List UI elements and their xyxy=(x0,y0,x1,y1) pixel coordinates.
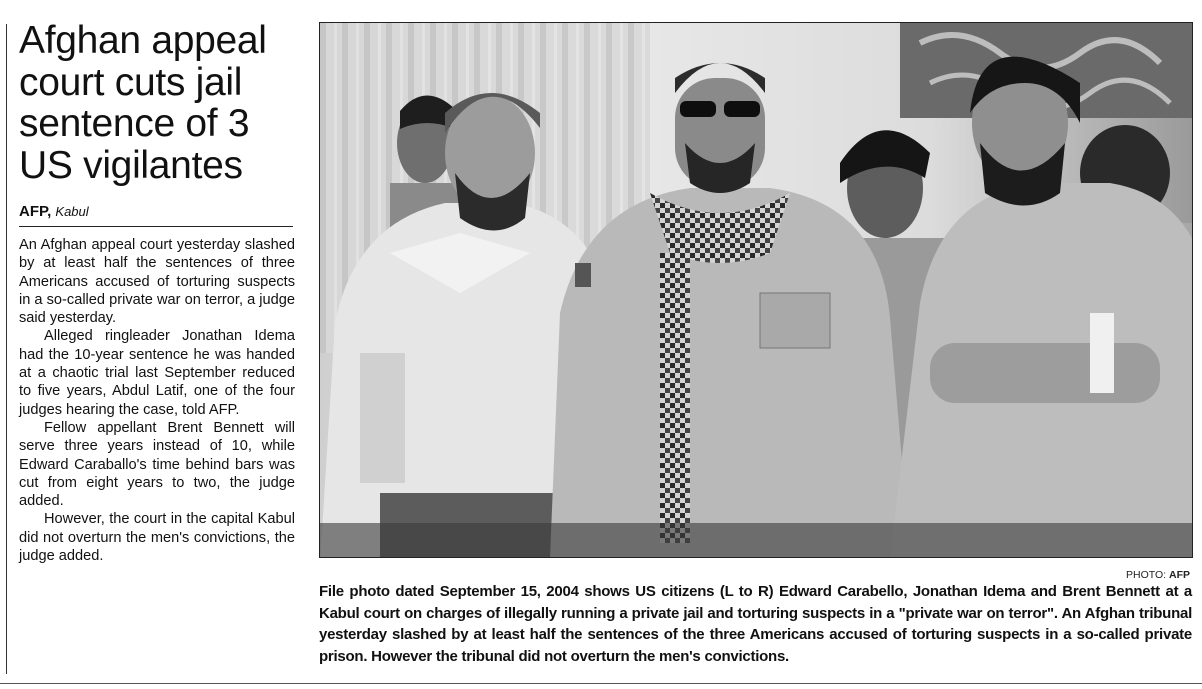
byline-agency: AFP, xyxy=(19,203,52,220)
article-paragraph: Fellow appellant Brent Bennett will serve three years instead of 10, while Edward Caraballo's time behind bars was cut from eight years to two, the judge added. xyxy=(19,419,295,510)
article-paragraph: However, the court in the capital Kabul did not overturn the men's convictions, the judge added. xyxy=(19,511,295,565)
headline: Afghan appeal court cuts jail sentence of 3 US vigilantes xyxy=(19,19,267,187)
photo-credit xyxy=(1126,569,1190,581)
article-paragraph: Alleged ringleader Jonathan Idema had the 10-year sentence he was handed at a chaotic trial last September reduced to five years, Abdul Latif, one of the four judges hearing the case, told AFP. xyxy=(19,328,295,418)
column-rule-left xyxy=(6,24,7,674)
article-column xyxy=(19,20,295,565)
photo-credit-source: AFP xyxy=(1169,569,1190,581)
photo-credit-label: PHOTO: xyxy=(1126,569,1167,581)
article-paragraph: An Afghan appeal court yesterday slashed by at least half the sentences of three Americans accused of torturing suspects in a so-called private war on terror, a judge said yesterday. xyxy=(19,237,295,327)
byline-place: Kabul xyxy=(55,204,89,219)
photo-illustration xyxy=(320,23,1192,557)
photo-caption: File photo dated September 15, 2004 shows US citizens (L to R) Edward Carabello, Jonathan Idema and Brent Bennett at a Kabul court on charges of illegally running a private jail and torturing suspects in a "private war on terror". An Afghan tribunal yesterday slashed by at least half the sentences of the three Americans accused of torturing suspects in a so-called private prison. However the tribunal did not overturn the men's convictions. xyxy=(319,583,1192,665)
courtroom-rail xyxy=(320,523,1192,557)
news-photo xyxy=(319,22,1193,558)
article-body xyxy=(19,236,295,565)
bottom-rule xyxy=(0,683,1202,684)
byline xyxy=(19,203,293,227)
